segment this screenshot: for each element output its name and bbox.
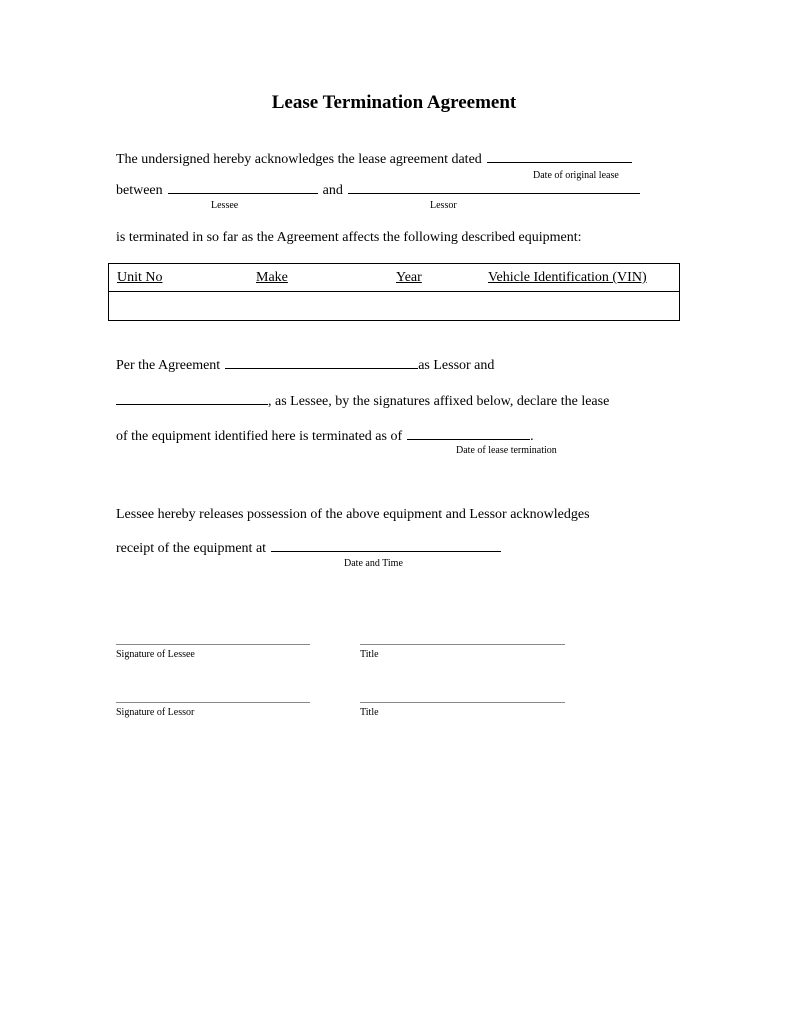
label-date-and-time: Date and Time [344,558,403,569]
blank-lessor-per-agreement [225,368,418,369]
between-text: between [116,183,163,198]
termination-date-period: . [530,429,534,444]
blank-lessee-per-agreement [116,404,268,405]
signature-line-lessor [116,702,310,703]
blank-lessor-name [348,193,640,194]
table-header-vin: Vehicle Identification (VIN) [488,270,647,285]
label-title-lessee: Title [360,649,379,660]
label-lessor: Lessor [430,200,457,211]
release-line-2 [116,541,501,557]
per-agreement-prefix: Per the Agreement [116,358,221,373]
release-line-2-prefix: receipt of the equipment at [116,541,267,556]
intro-line-1-text: The undersigned hereby acknowledges the lease agreement dated [116,152,482,167]
blank-termination-date [407,439,530,440]
label-signature-of-lessee: Signature of Lessee [116,649,195,660]
blank-lessee-name [168,193,318,194]
label-date-of-lease-termination: Date of lease termination [456,445,557,456]
label-signature-of-lessor: Signature of Lessor [116,707,195,718]
blank-date-of-original-lease [487,162,632,163]
per-agreement-suffix: as Lessor and [418,358,495,373]
termination-date-prefix: of the equipment identified here is terminated as of [116,429,403,444]
release-line-1: Lessee hereby releases possession of the above equipment and Lessor acknowledges [116,507,590,522]
equipment-intro-line: is terminated in so far as the Agreement affects the following described equipment: [116,230,582,245]
lessee-declaration-line [116,394,609,410]
signature-line-lessee [116,644,310,645]
blank-date-and-time [271,551,501,552]
table-header-separator [109,291,679,292]
title-line-lessor [360,702,565,703]
label-title-lessor: Title [360,707,379,718]
termination-date-line [116,429,534,445]
table-header-make: Make [256,270,288,285]
table-header-unit-no: Unit No [117,270,163,285]
and-text: and [322,183,343,198]
per-agreement-line [116,358,494,374]
label-lessee: Lessee [211,200,239,211]
label-date-of-original-lease: Date of original lease [533,170,619,181]
table-header-year: Year [396,270,422,285]
equipment-table [108,263,680,321]
intro-line-2 [116,183,640,199]
title-line-lessee [360,644,565,645]
lessee-declaration-suffix: , as Lessee, by the signatures affixed below, declare the lease [268,394,610,409]
intro-line-1 [116,152,632,168]
page-title: Lease Termination Agreement [271,92,517,113]
